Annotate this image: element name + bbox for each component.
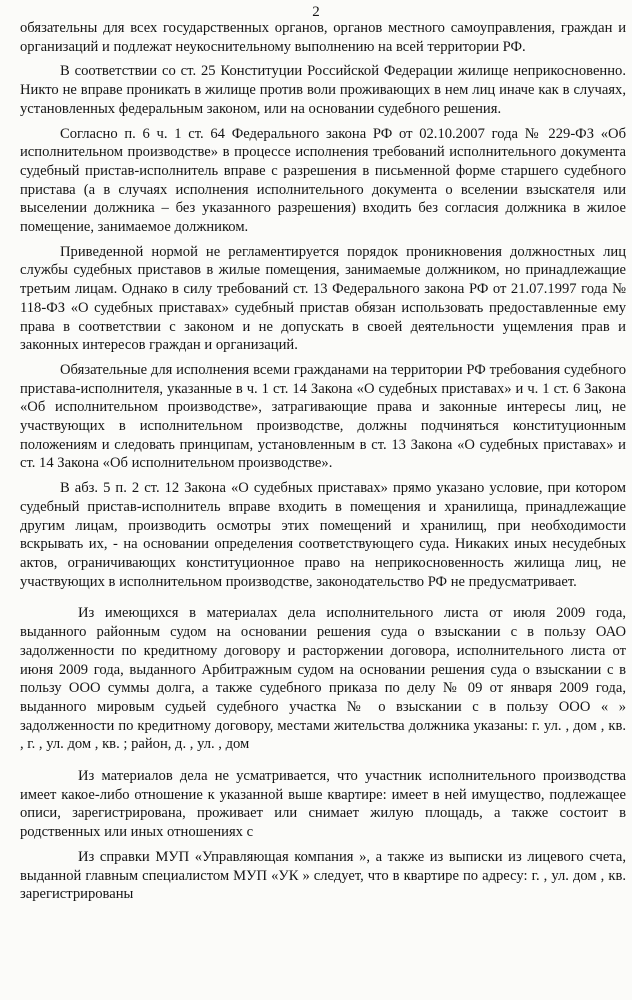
paragraph-4: Приведенной нормой не регламентируется порядок проникновения должностных лиц службы судебных приставов в жилые помещения, занимаемые должником, но принадлежащие третьим лицам. Однако в силу требований ст. 13 Федерального закона РФ от 21.07.1997 года № 118-ФЗ «О судебных приставах» судебный пристав обязан использовать предоставленные ему права в соответствии с законом и не допускать в своей деятельности ущемления прав и законных интересов граждан и организаций. <box>20 243 626 354</box>
document-body <box>20 19 626 904</box>
paragraph-9: Из справки МУП «Управляющая компания », а также из выписки из лицевого счета, выданной главным специалистом МУП «УК » следует, что в квартире по адресу: г. , ул. дом , кв. зарегистрированы <box>20 848 626 903</box>
paragraph-1: обязательны для всех государственных органов, органов местного самоуправления, граждан и организаций и подлежат неукоснительному выполнению на всей территории РФ. <box>20 20 626 55</box>
paragraph-2: В соответствии со ст. 25 Конституции Российской Федерации жилище неприкосновенно. Никто не вправе проникать в жилище против воли проживающих в нем лиц иначе как в случаях, установленных федеральным законом, или на основании судебного решения. <box>20 63 626 117</box>
paragraph-8: Из материалов дела не усматривается, что участник исполнительного производства имеет какое-либо отношение к указанной выше квартире: имеет в ней имущество, подлежащее описи, зарегистрирована, проживает или снимает жилую площадь, а также состоит в родственных или иных отношениях с <box>20 768 626 841</box>
paragraph-6: В абз. 5 п. 2 ст. 12 Закона «О судебных приставах» прямо указано условие, при котором судебный пристав-исполнитель вправе входить в помещения и хранилища, принадлежащие другим лицам, производить осмотры этих помещений и хранилищ, при необходимости вскрывать их, - на основании определения соответствующего суда. Никаких иных несудебных актов, ограничивающих конституционное право на неприкосновенность жилища лиц, не участвующих в исполнительном производстве, законодательство РФ не предусматривает. <box>20 480 626 590</box>
paragraph-5: Обязательные для исполнения всеми гражданами на территории РФ требования судебного пристава-исполнителя, указанные в ч. 1 ст. 14 Закона «О судебных приставах» и ч. 1 ст. 6 Закона «Об исполнительном производстве», затрагивающие права и законные интересы лиц, не участвующих в исполнительном производстве, должны подчиняться конституционным положениям и следовать принципам, установленным в ст. 13 Закона «О судебных приставах» и ст. 14 Закона «Об исполнительном производстве». <box>20 361 626 472</box>
paragraph-7: Из имеющихся в материалах дела исполнительного листа от июля 2009 года, выданного районным судом на основании решения суда о взыскании с в пользу ОАО задолженности по кредитному договору и расторжении договора, исполнительного листа от июня 2009 года, выданного Арбитражным судом на основании решения суда о взыскании с в пользу ООО суммы долга, а также судебного приказа по делу № 09 от января 2009 года, выданного мировым судьей судебного участка № о взыскании с в пользу ООО « » задолженности по кредитному договору, местами жительства должника указаны: г. ул. , дом , кв. , г. , ул. дом , кв. ; район, д. , ул. , дом <box>20 605 626 753</box>
paragraph-3: Согласно п. 6 ч. 1 ст. 64 Федерального закона РФ от 02.10.2007 года № 229-ФЗ «Об исполнительном производстве» в процессе исполнения требований исполнительного документа судебный пристав-исполнитель вправе с разрешения в письменной форме старшего судебного пристава (а в случаях исполнения исполнительного документа о вселении взыскателя или выселении должника – без указанного разрешения) входить без согласия должника в жилое помещение, занимаемое должником. <box>20 125 626 236</box>
page-number: 2 <box>312 4 320 20</box>
